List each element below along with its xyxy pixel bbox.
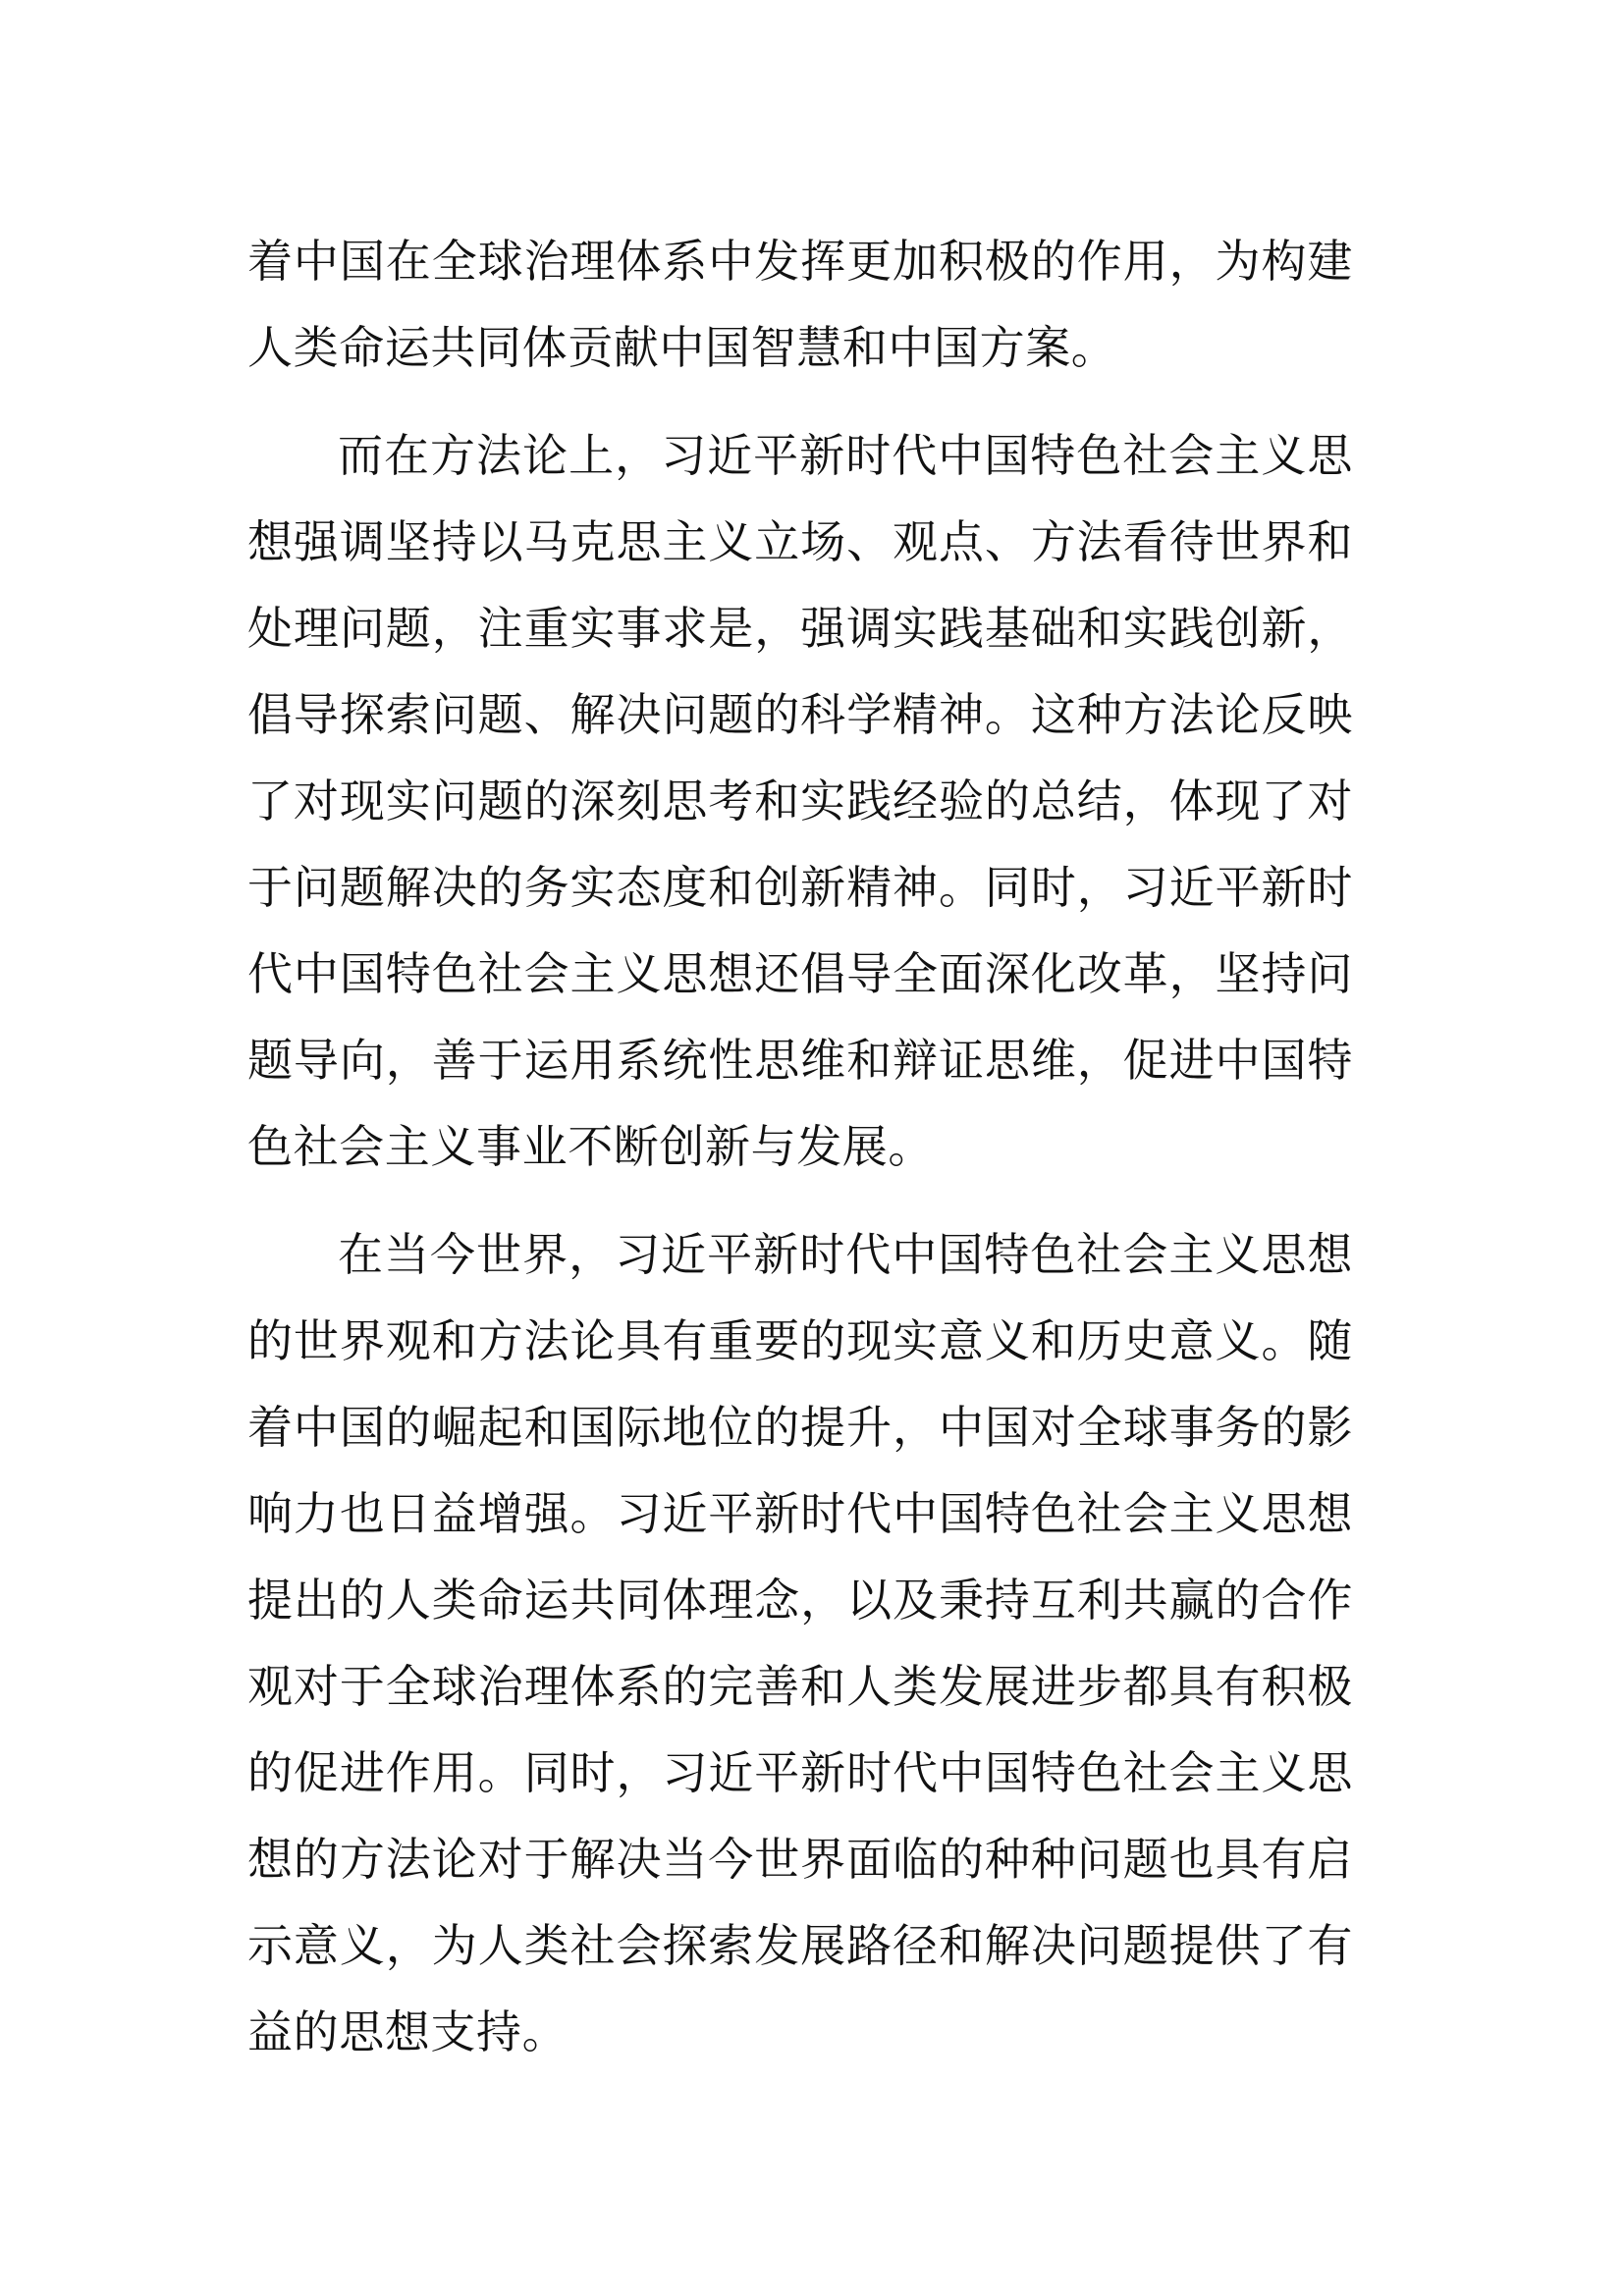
paragraph-contemporary-significance: 在当今世界，习近平新时代中国特色社会主义思想的世界观和方法论具有重要的现实意义和历史意义。随着中国的崛起和国际地位的提升，中国对全球事务的影响力也日益增强。习近平新时代中国特色社会主义思想提出的人类命运共同体理念，以及秉持互利共赢的合作观对于全球治理体系的完善和人类发展进步都具有积极的促进作用。同时，习近平新时代中国特色社会主义思想的方法论对于解决当今世界面临的种种问题也具有启示意义，为人类社会探索发展路径和解决问题提供了有益的思想支持。 bbox=[247, 1228, 1353, 2058]
paragraph-continuation: 着中国在全球治理体系中发挥更加积极的作用，为构建人类命运共同体贡献中国智慧和中国方案。 bbox=[247, 235, 1353, 374]
document-body bbox=[247, 218, 1353, 2097]
paragraph-methodology: 而在方法论上，习近平新时代中国特色社会主义思想强调坚持以马克思主义立场、观点、方法看待世界和处理问题，注重实事求是，强调实践基础和实践创新，倡导探索问题、解决问题的科学精神。这种方法论反映了对现实问题的深刻思考和实践经验的总结，体现了对于问题解决的务实态度和创新精神。同时，习近平新时代中国特色社会主义思想还倡导全面深化改革，坚持问题导向，善于运用系统性思维和辩证思维，促进中国特色社会主义事业不断创新与发展。 bbox=[247, 429, 1353, 1173]
